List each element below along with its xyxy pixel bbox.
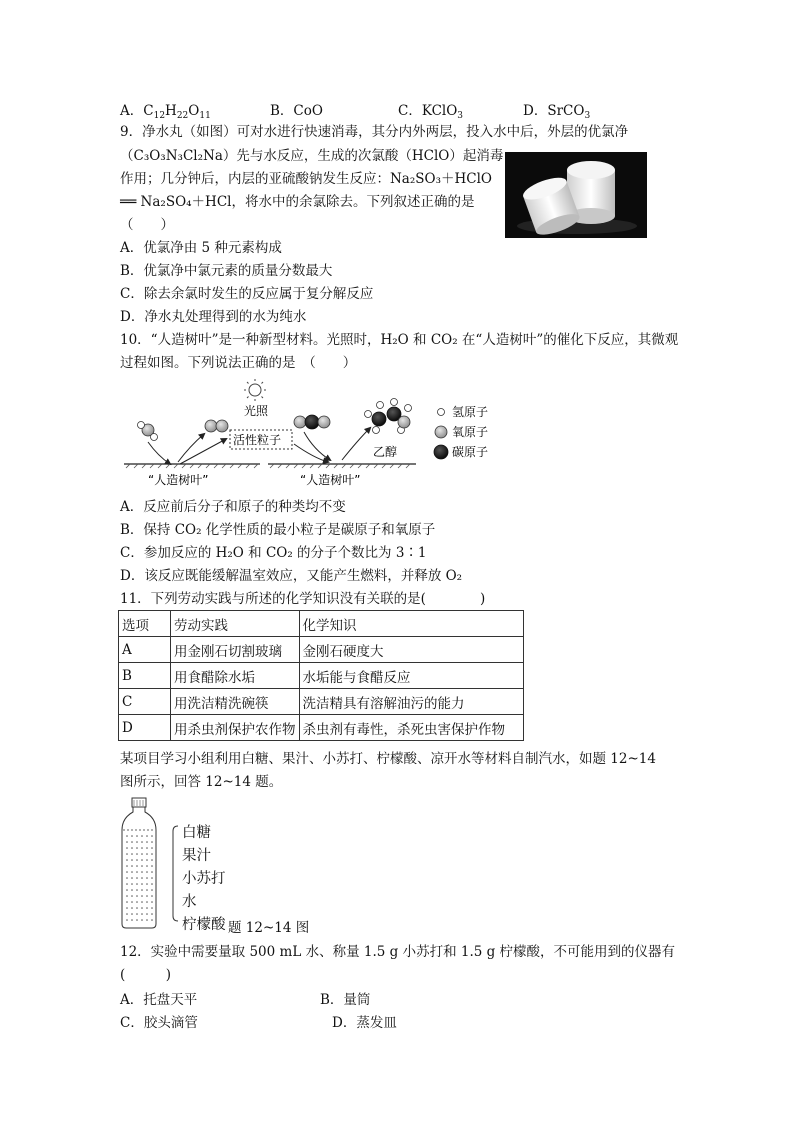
q12-option-c: C．胶头滴管	[120, 1015, 198, 1031]
table-cell: C	[119, 689, 171, 715]
option-label: A．	[120, 103, 144, 119]
intro-line2: 图所示，回答 12~14 题。	[120, 774, 283, 790]
q12-stem-line2: ( )	[120, 967, 172, 983]
table-cell: 用食醋除水垢	[171, 663, 300, 689]
light-label: 光照	[244, 404, 269, 418]
q12-option-d: D．蒸发皿	[332, 1015, 397, 1031]
formula-subscript: 22	[176, 111, 189, 121]
legend-oxygen: 氧原子	[452, 425, 489, 439]
formula-element: O	[188, 103, 200, 119]
legend-carbon: 碳原子	[452, 445, 489, 459]
ethanol-label: 乙醇	[373, 445, 398, 459]
q11-stem: 11．下列劳动实践与所述的化学知识没有关联的是( )	[120, 591, 486, 607]
table-header-cell: 劳动实践	[171, 611, 300, 637]
bottle-item-juice: 果汁	[182, 848, 211, 864]
leaf-surface-right	[268, 464, 416, 468]
q10-option-a: A．反应前后分子和原子的种类均不变	[120, 499, 346, 515]
q9-stem-line1: 9．净水丸（如图）可对水进行快速消毒，其分内外两层，投入水中后，外层的优氯净	[120, 124, 629, 140]
table-cell: B	[119, 663, 171, 689]
q8-option-b	[270, 99, 323, 119]
table-cell: 用洗洁精洗碗筷	[171, 689, 300, 715]
table-cell: 金刚石硬度大	[299, 637, 523, 663]
leaf-label-right: “人造树叶”	[300, 473, 361, 487]
leaf-label-left: “人造树叶”	[148, 473, 209, 487]
q12-stem-line1: 12．实验中需要量取 500 mL 水、称量 1.5 g 小苏打和 1.5 g 柠檬酸，不可能用到的仪器有	[120, 944, 676, 960]
sun-icon	[244, 379, 266, 401]
option-label: C．	[398, 103, 422, 119]
q10-option-c: C．参加反应的 H₂O 和 CO₂ 的分子个数比为 3∶1	[120, 545, 427, 561]
table-row	[119, 663, 524, 689]
table-header-cell: 选项	[119, 611, 171, 637]
q9-stem-line4: ══ Na₂SO₄＋HCl，将水中的余氯除去。下列叙述正确的是	[120, 194, 475, 210]
q10-stem-line2: 过程如图。下列说法正确的是 （ ）	[120, 355, 357, 371]
formula-subscript: 11	[199, 111, 211, 121]
q9-option-d: D．净水丸处理得到的水为纯水	[120, 309, 307, 325]
q10-option-b: B．保持 CO₂ 化学性质的最小粒子是碳原子和氧原子	[120, 522, 436, 538]
q12-option-a: A．托盘天平	[120, 992, 198, 1008]
carbon-dioxide-molecule	[294, 415, 330, 429]
bottle-figure-caption: 题 12~14 图	[228, 920, 310, 936]
q9-option-a: A．优氯净由 5 种元素构成	[120, 240, 282, 256]
table-cell: 用杀虫剂保护农作物	[171, 715, 300, 741]
ethanol-molecule	[365, 399, 412, 434]
soda-bottle-figure	[118, 796, 188, 932]
bottle-item-sugar: 白糖	[182, 825, 211, 841]
legend-hydrogen: 氢原子	[452, 405, 489, 419]
formula-element: SrCO	[547, 103, 585, 119]
atom-legend	[434, 405, 488, 459]
bottle-item-water: 水	[182, 894, 197, 910]
q9-stem-line3: 作用；几分钟后，内层的亚硫酸钠发生反应：Na₂SO₃＋HClO	[120, 171, 492, 187]
q8-option-a	[120, 99, 211, 119]
q9-option-c: C．除去余氯时发生的反应属于复分解反应	[120, 286, 374, 302]
formula-subscript: 3	[584, 111, 591, 121]
table-cell: A	[119, 637, 171, 663]
q9-option-b: B．优氯净中氯元素的质量分数最大	[120, 263, 333, 279]
water-tablet-photo	[505, 152, 647, 238]
table-cell: 水垢能与食醋反应	[299, 663, 523, 689]
water-molecule	[138, 422, 158, 441]
bottle-item-baking-soda: 小苏打	[182, 871, 226, 887]
formula-element: KClO	[421, 103, 458, 119]
table-cell: 杀虫剂有毒性，杀死虫害保护作物	[299, 715, 523, 741]
option-label: B．	[270, 103, 294, 119]
formula-element: CoO	[293, 103, 323, 119]
leaf-surface-left	[124, 464, 260, 468]
q9-stem-line2: （C₃O₃N₃Cl₂Na）先与水反应，生成的次氯酸（HClO）起消毒	[120, 148, 504, 164]
table-cell: 洗洁精具有溶解油污的能力	[299, 689, 523, 715]
table-cell: D	[119, 715, 171, 741]
q8-option-d	[523, 99, 590, 119]
table-cell: 用金刚石切割玻璃	[171, 637, 300, 663]
table-header-cell: 化学知识	[299, 611, 523, 637]
formula-subscript: 3	[457, 111, 464, 121]
artificial-leaf-diagram	[118, 378, 518, 490]
formula-element: C	[143, 103, 154, 119]
active-particle-label: 活性粒子	[233, 433, 282, 447]
q8-option-c	[398, 99, 463, 119]
q12-option-b: B．量筒	[320, 992, 371, 1008]
option-label: D．	[523, 103, 548, 119]
q11-table	[118, 610, 524, 741]
intro-line1: 某项目学习小组利用白糖、果汁、小苏打、柠檬酸、凉开水等材料自制汽水，如题 12~14	[120, 751, 656, 767]
table-row	[119, 637, 524, 663]
q10-option-d: D．该反应既能缓解温室效应，又能产生燃料，并释放 O₂	[120, 568, 463, 584]
oxygen-molecule	[205, 420, 228, 432]
bottle-item-citric-acid: 柠檬酸	[182, 917, 226, 933]
table-row	[119, 689, 524, 715]
q9-stem-line5: （ ）	[120, 217, 174, 233]
formula-subscript: 12	[153, 111, 166, 121]
formula-element: H	[165, 103, 177, 119]
table-row	[119, 715, 524, 741]
table-header-row	[119, 611, 524, 637]
q10-stem-line1: 10．“人造树叶”是一种新型材料。光照时，H₂O 和 CO₂ 在“人造树叶”的催化下反应，其微观	[120, 332, 679, 348]
